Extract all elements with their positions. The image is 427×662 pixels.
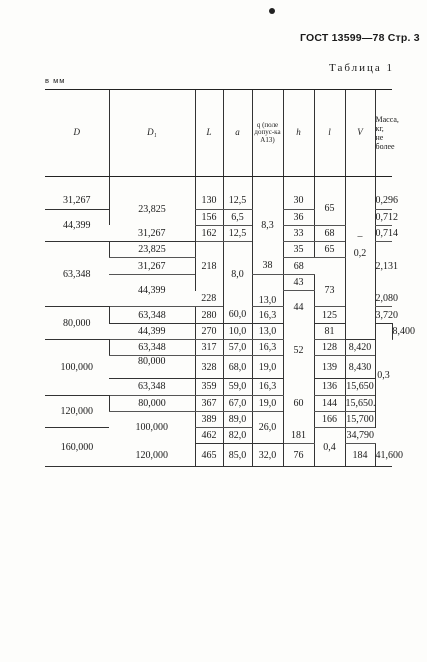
cell-d: 100,000 (45, 339, 109, 395)
cell-l-lower: 139 (314, 356, 345, 379)
cell-h: 43 (283, 274, 314, 290)
cell-h: 52 (283, 323, 314, 379)
cell-l: 389 (195, 411, 223, 427)
cell-h: 35 (283, 242, 314, 258)
cell-d1: 31,267 (109, 225, 195, 241)
cell-d: 63,348 (45, 242, 109, 307)
cell-mass: 0,296 (375, 193, 392, 209)
cell-v: 0,2 (345, 242, 375, 340)
cell-q: 19,0 (252, 356, 283, 379)
cell-d1: 44,399 (109, 274, 195, 307)
cell-l-lower: 65 (314, 193, 345, 226)
table-row (45, 428, 392, 444)
cell-l: 162 (195, 225, 223, 241)
cell-l-lower: 181 (283, 428, 314, 444)
cell-l-lower: 184 (345, 444, 375, 467)
table-header-row (45, 90, 392, 177)
cell-mass: 34,790 (345, 428, 375, 444)
cell-d1: 80,000 (109, 356, 195, 379)
cell-d: 31,267 (45, 193, 109, 209)
table-row (45, 339, 392, 355)
cell-l-lower: 73 (314, 274, 345, 307)
cell-mass: 15,650 (345, 379, 375, 395)
cell-l-lower: 144 (314, 395, 345, 411)
cell-h: 44 (283, 291, 314, 324)
cell-a: 89,0 (223, 411, 252, 427)
col-header-q: q (поле допус-ка A13) (252, 90, 283, 177)
cell-l: 367 (195, 395, 223, 411)
cell-d: 80,000 (45, 307, 109, 340)
cell-a: 12,5 (223, 225, 252, 241)
cell-mass: 0,714 (375, 225, 392, 241)
table-row (45, 307, 392, 323)
cell-d1: 100,000 (135, 422, 168, 434)
cell-d1: 63,348 (109, 307, 195, 323)
cell-d1: 23,825 (109, 193, 195, 226)
cell-a: 59,0 (223, 379, 252, 395)
cell-a: 68,0 (223, 356, 252, 379)
cell-d1: 23,825 (109, 242, 195, 258)
cell-h: 33 (283, 225, 314, 241)
cell-l-lower: 136 (314, 379, 345, 395)
cell-v: 0,3 (375, 323, 392, 427)
cell-l-lower: 81 (314, 323, 345, 339)
cell-l-lower: 166 (314, 411, 345, 427)
cell-h: 36 (283, 209, 314, 225)
cell-mass: 41,600 (375, 444, 392, 467)
cell-d1: 80,000 (109, 395, 195, 411)
cell-l: 156 (195, 209, 223, 225)
cell-a: 57,0 (223, 339, 252, 355)
cell-a: 60,0 (223, 307, 252, 323)
table-spacer-row (45, 177, 392, 193)
cell-v: – (345, 193, 375, 242)
ink-dot (269, 8, 275, 14)
cell-mass: 0,712 (375, 209, 392, 225)
cell-l: 280 (195, 307, 223, 323)
cell-a: 67,0 (223, 395, 252, 411)
cell-l-lower: 128 (314, 339, 345, 355)
table-row: 44,399 270 10,0 13,0 52 81 0,3 8,400 (45, 323, 392, 339)
cell-mass: 3,720 (375, 307, 392, 323)
col-header-a: a (223, 90, 252, 177)
cell-a: 10,0 (223, 323, 252, 339)
cell-d1: 44,399 (109, 323, 195, 339)
cell-l: 465 (195, 444, 223, 467)
cell-q: 13,0 (252, 323, 283, 339)
cell-q: 16,3 (252, 307, 283, 323)
cell-mass: 15,700 (345, 411, 375, 427)
cell-mass: 15,650. (345, 395, 375, 411)
cell-d1: 63,348 (109, 339, 195, 355)
cell-h: 60 (283, 379, 314, 428)
cell-h: 38 (252, 258, 283, 274)
table-row (45, 193, 392, 209)
cell-a: 8,0 (223, 242, 252, 307)
cell-l-lower: 125 (314, 307, 345, 323)
col-header-mass: Масса, кг, не более (375, 90, 392, 177)
cell-l: 328 (195, 356, 223, 379)
table-row (45, 242, 392, 258)
cell-q: 13,0 (252, 274, 283, 307)
cell-a: 85,0 (223, 444, 252, 467)
cell-q: 16,3 (252, 379, 283, 395)
cell-l: 228 (195, 291, 223, 307)
col-header-h: h (283, 90, 314, 177)
cell-q: 8,3 (252, 193, 283, 258)
cell-h: 30 (283, 193, 314, 209)
col-header-d: D (45, 90, 109, 177)
cell-mass: 8,430 (345, 356, 375, 379)
cell-mass: 8,420 (345, 339, 375, 355)
cell-l: 270 (195, 323, 223, 339)
cell-d: 160,000 (45, 428, 109, 467)
cell-d1: 120,000 (109, 444, 195, 467)
cell-h: 76 (283, 444, 314, 467)
col-header-l-lower: l (314, 90, 345, 177)
cell-a: 82,0 (223, 428, 252, 444)
col-header-d1: D₁ (109, 90, 195, 177)
col-header-l: L (195, 90, 223, 177)
cell-q: 19,0 (252, 395, 283, 411)
cell-q: 26,0 (252, 411, 283, 444)
dimensions-table (45, 89, 415, 467)
cell-mass: 2,131 (375, 242, 392, 291)
units-label: в мм (45, 76, 66, 85)
table-caption: Таблица 1 (329, 62, 395, 74)
cell-l-lower: 68 (314, 225, 345, 241)
cell-l: 359 (195, 379, 223, 395)
page-header: ГОСТ 13599—78 Стр. 3 (300, 32, 420, 44)
cell-d1: 31,267 (109, 258, 195, 274)
cell-d: 120,000 (45, 395, 109, 428)
cell-v: 0,4 (314, 428, 345, 467)
cell-a: 6,5 (223, 209, 252, 225)
col-header-v: V (345, 90, 375, 177)
cell-l: 317 (195, 339, 223, 355)
table-row (45, 395, 392, 411)
cell-q: 32,0 (252, 444, 283, 467)
cell-l: 130 (195, 193, 223, 209)
cell-mass: 2,080 (375, 291, 392, 307)
cell-a: 12,5 (223, 193, 252, 209)
cell-q: 16,3 (252, 339, 283, 355)
cell-l-lower: 65 (314, 242, 345, 258)
cell-d: 44,399 (45, 209, 109, 242)
cell-l: 218 (195, 242, 223, 291)
cell-l: 462 (195, 428, 223, 444)
cell-l-lower: 68 (283, 258, 314, 274)
cell-d1: 63,348 (109, 379, 195, 395)
